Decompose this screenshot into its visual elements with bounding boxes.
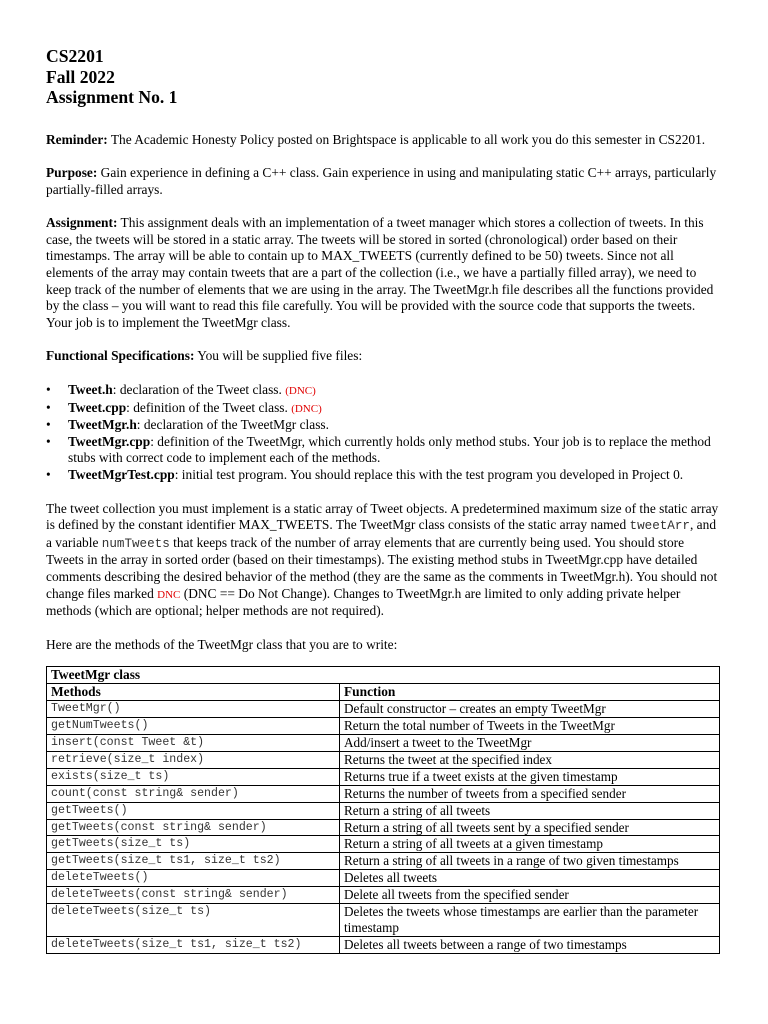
bullet-icon: • <box>46 467 51 482</box>
reminder-paragraph <box>46 132 720 149</box>
table-row <box>47 836 720 853</box>
function-cell: Returns true if a tweet exists at the given timestamp <box>340 768 720 785</box>
method-cell: getNumTweets() <box>47 718 340 735</box>
table-row <box>47 870 720 887</box>
dnc-tag: DNC <box>157 588 181 601</box>
code-tweetarr: tweetArr <box>629 519 690 534</box>
method-cell: deleteTweets(size_t ts) <box>47 904 340 937</box>
method-cell: insert(const Tweet &t) <box>47 734 340 751</box>
collection-text: that keeps track of the number of array elements that are currently being used. You should store Tweets in the array in sorted order (based on their timestamps). The existing method stubs in TweetMgr.cpp have detailed comments describing the desired behavior of the method (they are the same as the comments in TweetMgr.h). You should not change files marked <box>46 534 718 601</box>
method-cell: retrieve(size_t index) <box>47 751 340 768</box>
bullet-icon: • <box>46 399 51 415</box>
table-row <box>47 768 720 785</box>
table-row <box>47 904 720 937</box>
function-cell: Return a string of all tweets at a given timestamp <box>340 836 720 853</box>
method-cell: deleteTweets(size_t ts1, size_t ts2) <box>47 936 340 953</box>
assignment-text: This assignment deals with an implementation of a tweet manager which stores a collection of tweets. In this case, the tweets will be stored in a static array. The tweets will be stored in sorted (chronological) order based on their timestamps. The array will be able to contain up to MAX_TWEETS (currently defined to be 50) tweets. Since not all elements of the array may contain tweets that are a part of the collection (i.e., we have a partially filled array), we need to keep track of the number of elements that we are using in the array. The TweetMgr.h file describes all the functions provided by the class – you will want to read this file carefully. You will be provided with the source code that supports the tweets. Your job is to implement the TweetMgr class. <box>46 215 714 330</box>
file-name: Tweet.cpp <box>68 399 127 415</box>
file-name: TweetMgrTest.cpp <box>68 467 175 482</box>
table-caption-row <box>47 667 720 684</box>
bullet-icon: • <box>46 382 51 398</box>
list-item <box>46 467 720 484</box>
collection-text: , and a variable <box>46 517 717 550</box>
file-name: Tweet.h <box>68 382 113 398</box>
bullet-icon: • <box>46 433 51 449</box>
function-cell: Default constructor – creates an empty TweetMgr <box>340 701 720 718</box>
table-row <box>47 785 720 802</box>
functional-spec-text: You will be supplied five files: <box>194 348 363 364</box>
course-code: CS2201 <box>46 46 104 66</box>
file-desc: : initial test program. You should replace this with the test program you developed in Project 0. <box>174 467 684 482</box>
file-list <box>46 382 720 484</box>
method-cell: getTweets(size_t ts1, size_t ts2) <box>47 853 340 870</box>
table-header-row <box>47 684 720 701</box>
function-cell: Deletes all tweets <box>340 870 720 887</box>
purpose-label: Purpose: <box>46 165 98 181</box>
list-item <box>46 434 720 467</box>
method-cell: deleteTweets(const string& sender) <box>47 887 340 904</box>
function-cell: Return a string of all tweets in a range of two given timestamps <box>340 853 720 870</box>
method-cell: getTweets(const string& sender) <box>47 819 340 836</box>
purpose-paragraph <box>46 165 720 198</box>
reminder-label: Reminder: <box>46 131 108 147</box>
function-cell: Add/insert a tweet to the TweetMgr <box>340 734 720 751</box>
bullet-icon: • <box>46 417 51 433</box>
file-desc: : definition of the Tweet class. <box>126 399 292 415</box>
table-row <box>47 802 720 819</box>
file-desc: : definition of the TweetMgr, which currently holds only method stubs. Your job is to replace the method stubs with correct code to implement each of the methods. <box>68 433 711 466</box>
methods-table <box>46 666 720 953</box>
table-caption: TweetMgr class <box>47 667 720 684</box>
table-row <box>47 701 720 718</box>
function-cell: Returns the number of tweets from a specified sender <box>340 785 720 802</box>
functional-spec-paragraph <box>46 348 720 365</box>
collection-text: (DNC == Do Not Change). Changes to TweetMgr.h are limited to only adding private helper methods (which are optional; helper methods are not required). <box>46 585 681 619</box>
list-item <box>46 382 720 400</box>
table-row <box>47 734 720 751</box>
purpose-text: Gain experience in defining a C++ class. Gain experience in using and manipulating static C++ arrays, particularly partially-filled arrays. <box>46 165 717 197</box>
function-cell: Delete all tweets from the specified sender <box>340 887 720 904</box>
method-cell: deleteTweets() <box>47 870 340 887</box>
function-cell: Deletes the tweets whose timestamps are earlier than the parameter timestamp <box>340 904 720 937</box>
file-name: TweetMgr.cpp <box>68 433 151 449</box>
term: Fall 2022 <box>46 66 115 87</box>
dnc-tag: (DNC) <box>291 402 322 415</box>
code-numtweets: numTweets <box>101 536 170 551</box>
function-cell: Deletes all tweets between a range of two timestamps <box>340 936 720 953</box>
table-row <box>47 751 720 768</box>
method-cell: TweetMgr() <box>47 701 340 718</box>
collection-text: The tweet collection you must implement is a static array of Tweet objects. A predetermined maximum size of the static array is defined by the constant identifier MAX_TWEETS. The TweetMgr class consists of the static array named <box>46 500 719 533</box>
list-item <box>46 417 720 434</box>
assignment-paragraph <box>46 215 720 331</box>
list-item <box>46 400 720 418</box>
table-row <box>47 853 720 870</box>
collection-paragraph <box>46 501 720 620</box>
column-header-function: Function <box>340 684 720 701</box>
methods-intro: Here are the methods of the TweetMgr class that you are to write: <box>46 636 398 652</box>
function-cell: Returns the tweet at the specified index <box>340 751 720 768</box>
assignment-title: Assignment No. 1 <box>46 87 178 107</box>
functional-spec-label: Functional Specifications: <box>46 348 195 364</box>
function-cell: Return a string of all tweets <box>340 802 720 819</box>
method-cell: exists(size_t ts) <box>47 768 340 785</box>
method-cell: count(const string& sender) <box>47 785 340 802</box>
table-row <box>47 887 720 904</box>
method-cell: getTweets(size_t ts) <box>47 836 340 853</box>
column-header-methods: Methods <box>47 684 340 701</box>
function-cell: Return a string of all tweets sent by a specified sender <box>340 819 720 836</box>
file-desc: : declaration of the TweetMgr class. <box>136 417 329 433</box>
function-cell: Return the total number of Tweets in the TweetMgr <box>340 718 720 735</box>
method-cell: getTweets() <box>47 802 340 819</box>
reminder-text: The Academic Honesty Policy posted on Brightspace is applicable to all work you do this semester in CS2201. <box>107 131 706 147</box>
assignment-label: Assignment: <box>46 215 118 231</box>
table-row <box>47 718 720 735</box>
table-row <box>47 936 720 953</box>
file-name: TweetMgr.h <box>68 417 137 433</box>
document-page <box>46 46 720 954</box>
dnc-tag: (DNC) <box>285 385 316 398</box>
file-desc: : declaration of the Tweet class. <box>112 382 286 398</box>
table-row <box>47 819 720 836</box>
